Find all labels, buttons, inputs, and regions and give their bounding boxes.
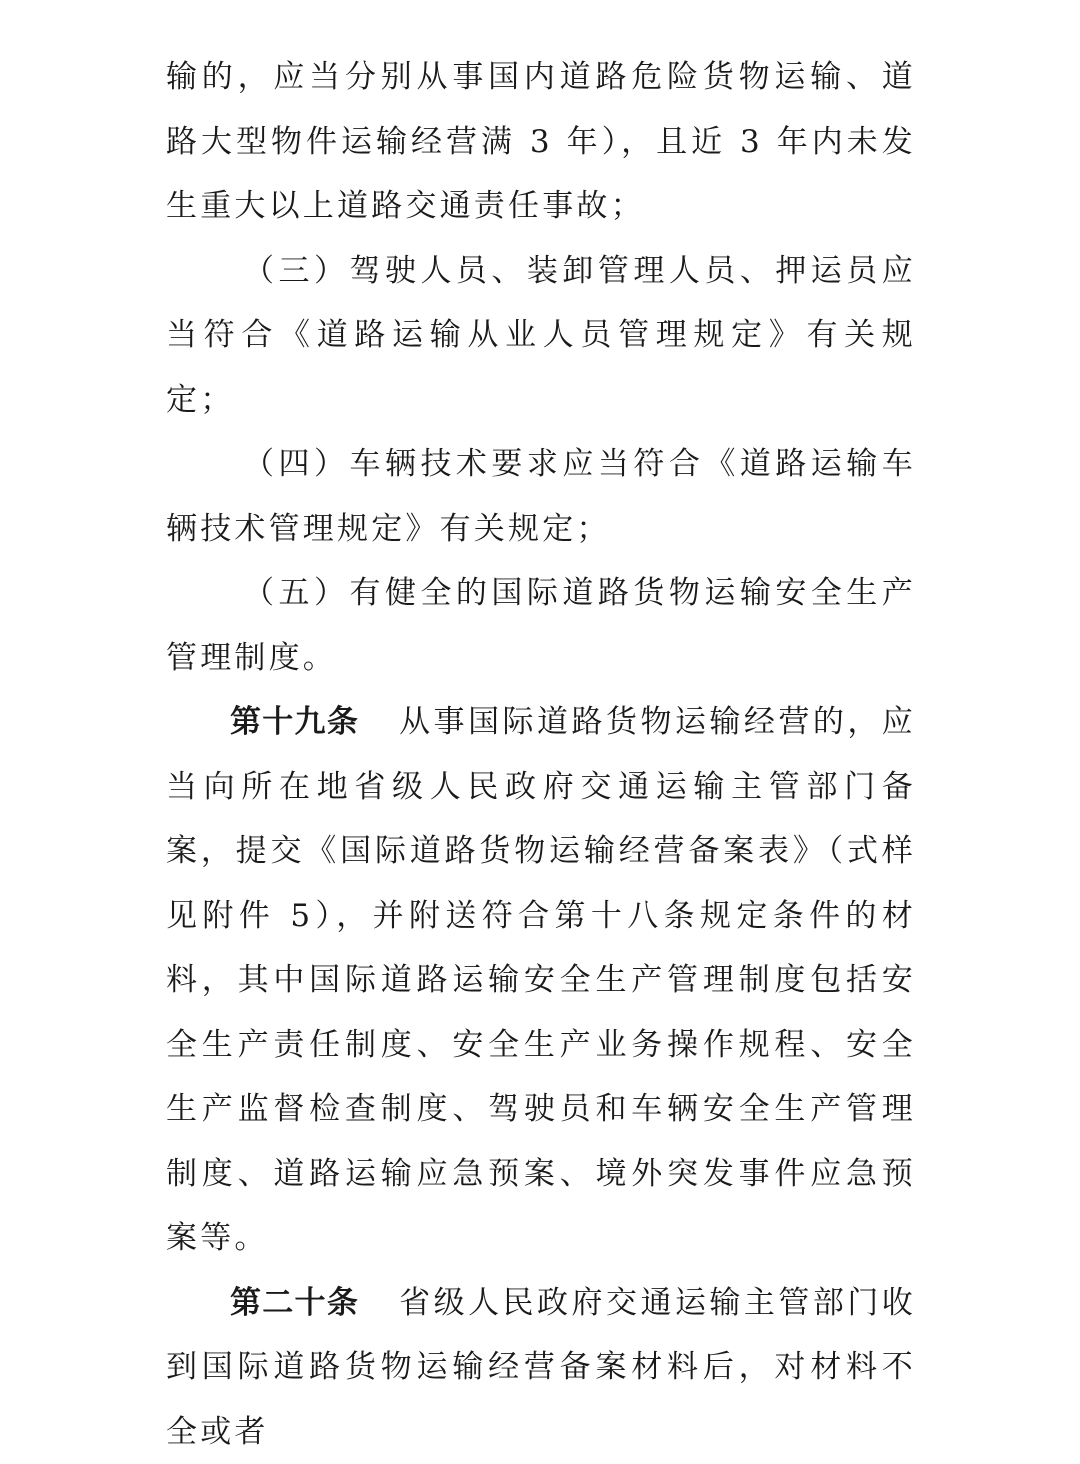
- paragraph-text: （三）驾驶人员、装卸管理人员、押运员应当符合《道路运输从业人员管理规定》有关规定；: [166, 253, 916, 418]
- paragraph-text: 输的，应当分别从事国内道路危险货物运输、道路大型物件运输经营满 3 年），且近 3 年内未发生重大以上道路交通责任事故；: [166, 59, 916, 224]
- paragraph-text: （五）有健全的国际道路货物运输安全生产管理制度。: [166, 575, 916, 676]
- paragraph-article-19: [166, 690, 916, 1271]
- document-body: [166, 45, 916, 1464]
- paragraph-item-5: [166, 561, 916, 690]
- paragraph-text: 省级人民政府交通运输主管部门收到国际道路货物运输经营备案材料后，对材料不全或者: [166, 1285, 916, 1450]
- paragraph-text: （四）车辆技术要求应当符合《道路运输车辆技术管理规定》有关规定；: [166, 446, 916, 547]
- paragraph-continuation: [166, 45, 916, 239]
- paragraph-text: 从事国际道路货物运输经营的，应当向所在地省级人民政府交通运输主管部门备案，提交《国际道路货物运输经营备案表》（式样见附件 5），并附送符合第十八条规定条件的材料，其中国际道路运输安全生产管理制度包括安全生产责任制度、安全生产业务操作规程、安全生产监督检查制度、驾驶员和车辆安全生产管理制度、道路运输应急预案、境外突发事件应急预案等。: [166, 704, 916, 1256]
- paragraph-article-20: [166, 1271, 916, 1464]
- paragraph-item-4: [166, 432, 916, 561]
- article-heading: 第十九条: [230, 704, 359, 740]
- paragraph-item-3: [166, 239, 916, 433]
- article-heading: 第二十条: [230, 1285, 359, 1321]
